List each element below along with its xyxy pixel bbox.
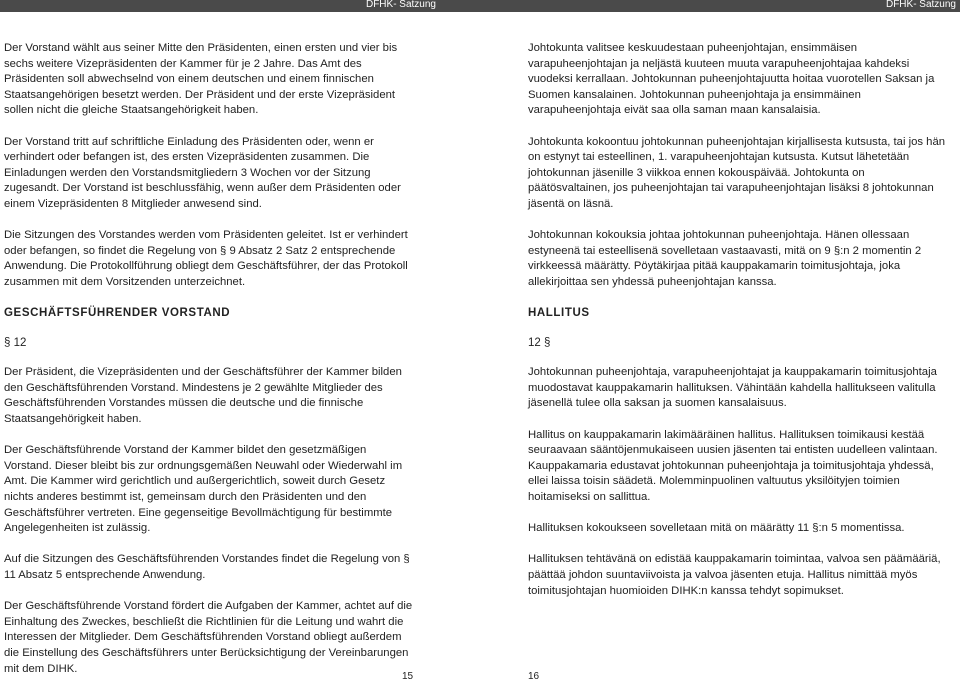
left-section-paragraph-1: Der Präsident, die Vizepräsidenten und der Geschäftsführer der Kammer bilden den Geschäftsführenden Vorstand. Mindestens je 2 gewählte Mitglieder des Geschäftsführenden Vorstandes müssen die deutsche und die finnische Staatsangehörigkeit haben.: [4, 366, 402, 426]
right-paragraph-3: Johtokunnan kokouksia johtaa johtokunnan puheenjohtaja. Hänen ollessaan estyneenä tai esteellisenä sovelletaan vastaavasti, mitä on 9 §:n 2 momentin 2 virkkeessä määrätty. Pöytäkirjaa pitää kauppakamarin toimitusjohtaja, joka allekirjoittaa sen yhdessä puheenjohtajan kanssa.: [528, 229, 922, 288]
left-section-paragraph-4: Der Geschäftsführende Vorstand fördert die Aufgaben der Kammer, achtet auf die Einhaltung des Zweckes, beschließt die Richtlinien für die Leitung und wahrt die Interessen der Mitglieder. Dem Geschäftsführenden Vorstand obliegt außerdem die Einstellung des Geschäftsführers unter Berücksichtigung der Vereinbarungen mit dem DIHK.: [4, 600, 413, 675]
left-page-number: 15: [402, 671, 414, 682]
left-paragraph-3: Die Sitzungen des Vorstandes werden vom Präsidenten geleitet. Ist er verhindert oder befangen, so findet die Regelung von § 9 Absatz 2 Satz 2 entsprechende Anwendung. Die Protokollführung obliegt dem Geschäftsführer, der das Protokoll zusammen mit dem Vorsitzenden unterzeichnet.: [4, 229, 408, 288]
right-paragraph-2: Johtokunta kokoontuu johtokunnan puheenjohtajan kirjallisesta kutsusta, tai jos hän on estynyt tai esteellinen, 1. varapuheenjohtajan kutsusta. Kutsut lähetetään johtokunnan jäsenille 3 viikkoa ennen kokouspäivää. Johtokunta on päätösvaltainen, jos puheenjohtajan tai varapuheenjohtajan lisäksi 8 johtokunnan jäsentä on läsnä.: [528, 135, 946, 210]
left-paragraph-1: Der Vorstand wählt aus seiner Mitte den Präsidenten, einen ersten und vier bis sechs weitere Vizepräsidenten der Kammer für je 2 Jahre. Das Amt des Präsidenten soll abwechselnd von einem deutschen und einem finnischen Staatsangehörigen besetzt werden. Der Präsident und der erste Vizepräsident sollen nicht die gleiche Staatsangehörigkeit haben.: [4, 42, 398, 117]
right-paragraph-1: Johtokunta valitsee keskuudestaan puheenjohtajan, ensimmäisen varapuheenjohtajan ja neljästä kuuteen muuta varapuheenjohtajaa kahdeksi vuodeksi kerrallaan. Johtokunnan puheenjohtajuutta hoitaa vuorotellen Saksan ja Suomen kansalainen. Johtokunnan puheenjohtaja ja ensimmäinen varapuheenjohtaja eivät saa olla saman maan kansalaisia.: [528, 42, 935, 117]
right-section-paragraph-3: Hallituksen kokoukseen sovelletaan mitä on määrätty 11 §:n 5 momentissa.: [528, 522, 905, 535]
left-paragraph-2: Der Vorstand tritt auf schriftliche Einladung des Präsidenten oder, wenn er verhindert oder befangen ist, des ersten Vizepräsidenten zusammen. Die Einladungen werden den Vorstandsmitgliedern 3 Wochen vor der Sitzung zugesandt. Der Vorstand ist beschlussfähig, wenn außer dem Präsidenten oder einem Vizepräsidenten 8 Mitglieder anwesend sind.: [4, 135, 401, 210]
left-page-header-title: DFHK- Satzung: [365, 0, 436, 10]
right-page-number: 16: [528, 671, 540, 682]
right-section-number: 12 §: [528, 336, 551, 349]
right-section-paragraph-2: Hallitus on kauppakamarin lakimääräinen hallitus. Hallituksen toimikausi kestää seuraavaan sääntöjenmukaiseen uusien jäsenten tai entisten uudelleen valintaan. Kauppakamaria edustavat johtokunnan puheenjohtaja ja toimitusjohtaja yhdessä, ellei laissa toisin säädetä. Molemminpuolinen valtuutus yksilöityjen toimien hoitamiseksi on sallittua.: [528, 428, 938, 504]
right-section-heading: HALLITUS: [528, 307, 590, 320]
left-section-paragraph-3: Auf die Sitzungen des Geschäftsführenden Vorstandes findet die Regelung von § 11 Absatz 5 entsprechende Anwendung.: [4, 553, 410, 581]
left-section-heading: GESCHÄFTSFÜHRENDER VORSTAND: [4, 307, 231, 320]
right-section-paragraph-1: Johtokunnan puheenjohtaja, varapuheenjohtajat ja kauppakamarin toimitusjohtaja muodostavat kauppakamarin hallituksen. Vähintään kahdella hallitukseen valitulla jäsenellä tulee olla saksan ja suomen kansalaisuus.: [528, 366, 937, 410]
left-section-paragraph-2: Der Geschäftsführende Vorstand der Kammer bildet den gesetzmäßigen Vorstand. Dieser bleibt bis zur ordnungsgemäßen Neuwahl oder Wiederwahl im Amt. Die Kammer wird gerichtlich und außergerichtlich, soweit durch Gesetz nichts anderes bestimmt ist, gemeinsam durch den Präsidenten und den Geschäftsführer vertreten. Eine gegenseitige Bevollmächtigung für bestimmte Angelegenheiten ist zulässig.: [4, 444, 403, 535]
right-page-column: [528, 41, 948, 615]
left-section-number: § 12: [4, 336, 27, 349]
right-page-header-title: DFHK- Satzung: [885, 0, 956, 10]
left-page-header-bar: [0, 0, 480, 12]
right-section-paragraph-4: Hallituksen tehtävänä on edistää kauppakamarin toimintaa, valvoa sen päämääriä, päättää johdon suuntaviivoista ja valvoa jäsenten etuja. Hallitus nimittää myös toimitusjohtajan huomioiden DIHK:n kanssa tehdyt sopimukset.: [528, 553, 941, 597]
left-page-column: [4, 41, 414, 693]
right-page-header-bar: [480, 0, 960, 12]
